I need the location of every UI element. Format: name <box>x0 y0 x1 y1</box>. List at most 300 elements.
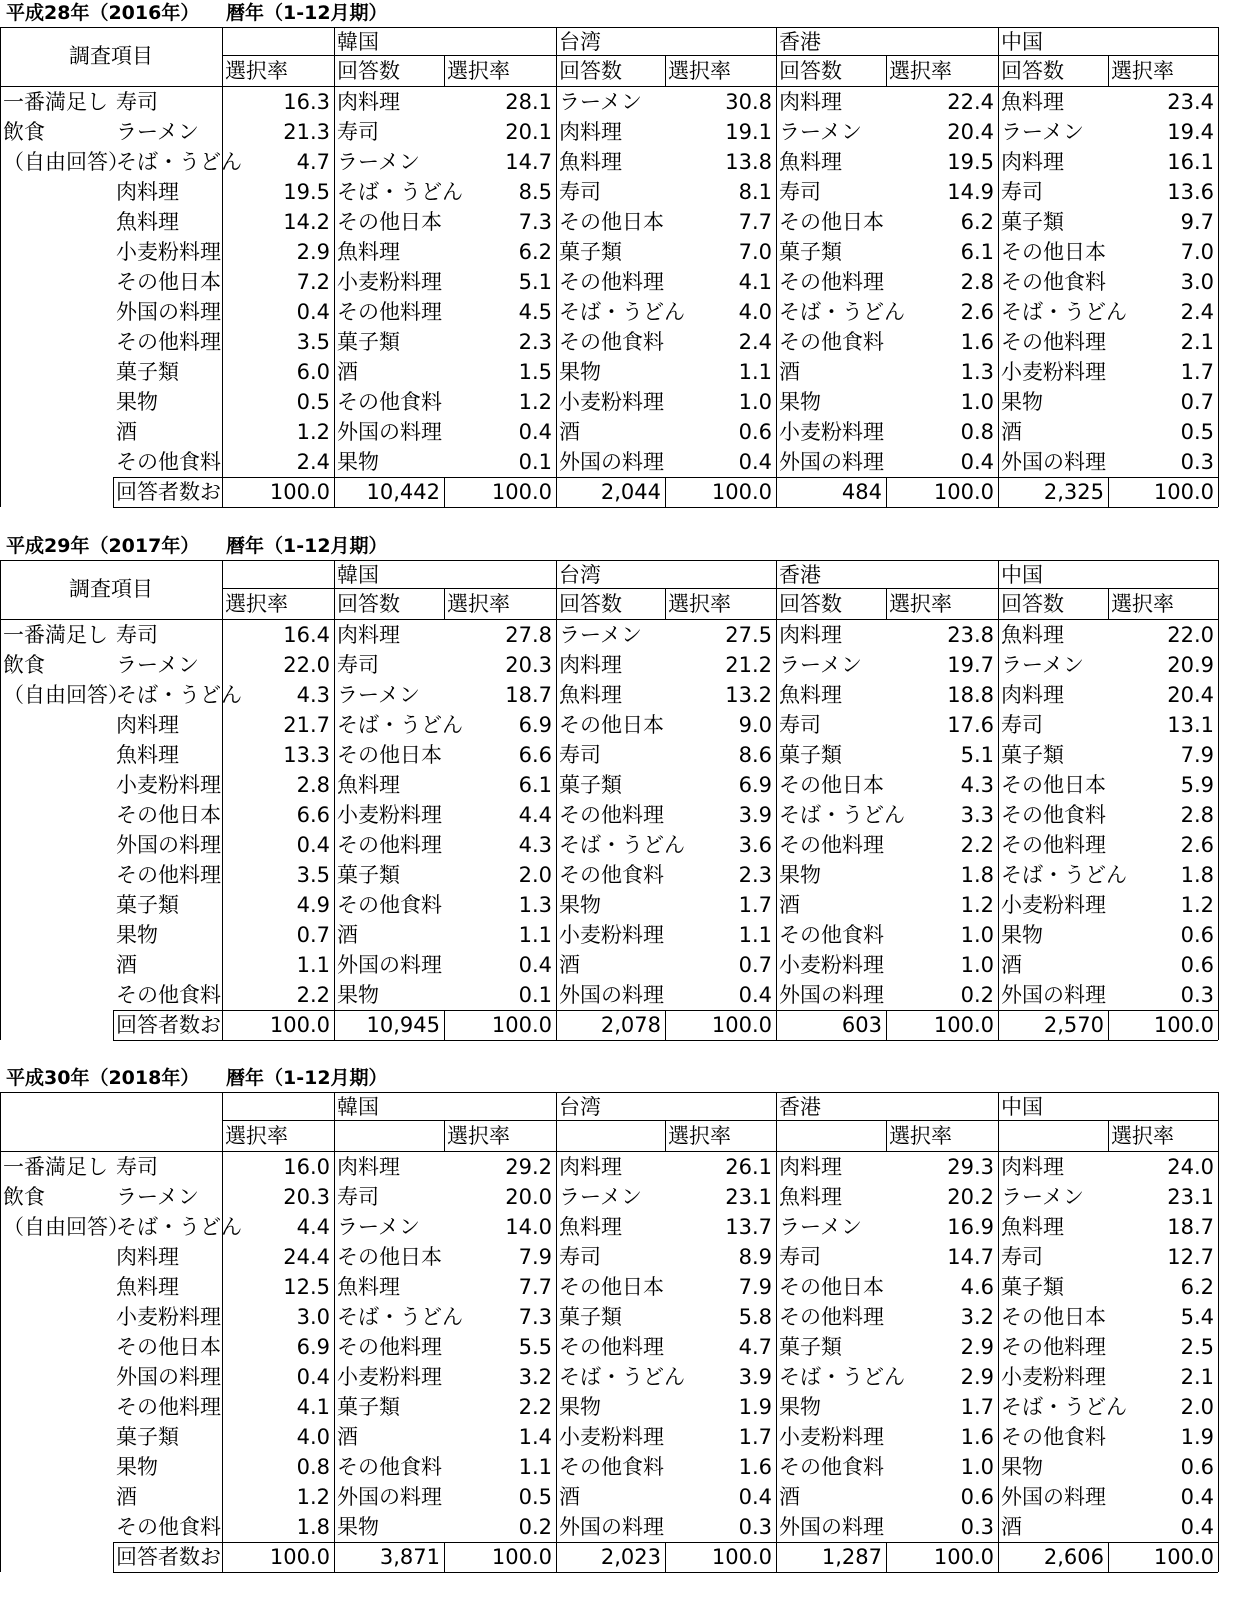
country-header: 香港 <box>779 563 821 587</box>
column-subheader: 回答数 <box>1001 592 1064 616</box>
food-item-cell: 酒 <box>337 923 358 947</box>
value-cell: 8.5 <box>518 180 552 204</box>
total-value: 100.0 <box>933 1545 994 1569</box>
grid-line <box>334 27 335 507</box>
food-item-cell: 外国の料理 <box>1001 1485 1106 1509</box>
food-item-cell: その他日本 <box>116 270 221 294</box>
value-cell: 22.0 <box>283 653 330 677</box>
grid-line <box>222 1092 223 1572</box>
food-item-cell: そば・うどん <box>337 713 463 737</box>
value-cell: 5.8 <box>738 1305 772 1329</box>
total-value: 100.0 <box>711 480 772 504</box>
total-value: 2,606 <box>1043 1545 1104 1569</box>
value-cell: 28.1 <box>505 90 552 114</box>
food-item-cell: 寿司 <box>116 90 158 114</box>
grid-line <box>0 1092 1 1572</box>
food-item-cell: 酒 <box>116 953 137 977</box>
food-item-cell: 寿司 <box>1001 180 1043 204</box>
grid-line <box>0 619 1218 620</box>
value-cell: 26.1 <box>725 1155 772 1179</box>
food-item-cell: 外国の料理 <box>1001 983 1106 1007</box>
row-group-label: 飲食 <box>3 1185 45 1209</box>
value-cell: 1.2 <box>296 1485 330 1509</box>
food-item-cell: そば・うどん <box>116 150 242 174</box>
food-item-cell: その他料理 <box>779 270 884 294</box>
table-section <box>0 1065 1250 1585</box>
grid-line <box>556 560 557 1040</box>
grid-line <box>334 1542 335 1572</box>
food-item-cell: 小麦粉料理 <box>559 923 664 947</box>
total-value: 100.0 <box>269 480 330 504</box>
grid-line <box>886 1010 887 1040</box>
value-cell: 9.0 <box>738 713 772 737</box>
value-cell: 14.7 <box>947 1245 994 1269</box>
value-cell: 0.6 <box>1180 923 1214 947</box>
value-cell: 1.8 <box>1180 863 1214 887</box>
value-cell: 1.9 <box>738 1395 772 1419</box>
table-section <box>0 533 1250 1053</box>
food-item-cell: 魚料理 <box>559 150 622 174</box>
food-item-cell: その他料理 <box>337 1335 442 1359</box>
value-cell: 6.1 <box>960 240 994 264</box>
grid-line <box>334 1010 335 1040</box>
value-cell: 4.4 <box>296 1215 330 1239</box>
value-cell: 14.7 <box>505 150 552 174</box>
grid-line <box>0 27 1218 28</box>
food-item-cell: 小麦粉料理 <box>116 1305 221 1329</box>
grid-line <box>113 477 114 507</box>
value-cell: 1.7 <box>738 1425 772 1449</box>
value-cell: 0.4 <box>1180 1515 1214 1539</box>
food-item-cell: そば・うどん <box>559 300 685 324</box>
food-item-cell: そば・うどん <box>779 803 905 827</box>
grid-line <box>1218 1092 1219 1572</box>
food-item-cell: 魚料理 <box>116 1275 179 1299</box>
total-label: 回答者数お <box>116 480 221 504</box>
table-section <box>0 0 1250 520</box>
food-item-cell: 肉料理 <box>116 180 179 204</box>
value-cell: 4.4 <box>518 803 552 827</box>
value-cell: 0.8 <box>296 1455 330 1479</box>
value-cell: 2.2 <box>296 983 330 1007</box>
value-cell: 2.8 <box>1180 803 1214 827</box>
food-item-cell: ラーメン <box>116 120 199 144</box>
value-cell: 4.5 <box>518 300 552 324</box>
food-item-cell: 小麦粉料理 <box>116 773 221 797</box>
value-cell: 7.7 <box>738 210 772 234</box>
value-cell: 23.8 <box>947 623 994 647</box>
grid-line <box>1108 1120 1109 1152</box>
food-item-cell: その他日本 <box>337 743 442 767</box>
total-value: 3,871 <box>379 1545 440 1569</box>
food-item-cell: 肉料理 <box>779 1155 842 1179</box>
value-cell: 0.7 <box>738 953 772 977</box>
value-cell: 13.8 <box>725 150 772 174</box>
food-item-cell: その他食料 <box>779 330 884 354</box>
food-item-cell: そば・うどん <box>779 1365 905 1389</box>
food-item-cell: 外国の料理 <box>559 450 664 474</box>
column-subheader: 選択率 <box>1111 592 1174 616</box>
value-cell: 5.4 <box>1180 1305 1214 1329</box>
column-subheader: 選択率 <box>668 592 731 616</box>
food-item-cell: 酒 <box>559 1485 580 1509</box>
total-value: 100.0 <box>269 1013 330 1037</box>
grid-line <box>1108 477 1109 507</box>
year-title: 平成30年（2018年） <box>6 1067 200 1089</box>
grid-line <box>776 1010 777 1040</box>
value-cell: 0.2 <box>518 1515 552 1539</box>
grid-line <box>1218 27 1219 507</box>
column-subheader: 選択率 <box>447 1124 510 1148</box>
value-cell: 14.9 <box>947 180 994 204</box>
food-item-cell: その他料理 <box>116 330 221 354</box>
food-item-cell: その他料理 <box>559 270 664 294</box>
row-group-label: 飲食 <box>3 653 45 677</box>
food-item-cell: 小麦粉料理 <box>1001 893 1106 917</box>
value-cell: 8.9 <box>738 1245 772 1269</box>
value-cell: 13.6 <box>1167 180 1214 204</box>
value-cell: 14.0 <box>505 1215 552 1239</box>
total-value: 2,570 <box>1043 1013 1104 1037</box>
food-item-cell: 菓子類 <box>337 1395 400 1419</box>
total-value: 100.0 <box>933 480 994 504</box>
column-subheader <box>334 1121 444 1151</box>
value-cell: 0.3 <box>1180 450 1214 474</box>
food-item-cell: その他料理 <box>1001 1335 1106 1359</box>
value-cell: 12.7 <box>1167 1245 1214 1269</box>
value-cell: 16.9 <box>947 1215 994 1239</box>
value-cell: 1.1 <box>518 1455 552 1479</box>
value-cell: 24.0 <box>1167 1155 1214 1179</box>
column-subheader: 選択率 <box>668 59 731 83</box>
value-cell: 3.0 <box>296 1305 330 1329</box>
food-item-cell: ラーメン <box>337 1215 420 1239</box>
value-cell: 1.2 <box>1180 893 1214 917</box>
food-item-cell: その他日本 <box>1001 1305 1106 1329</box>
food-item-cell: その他料理 <box>559 1335 664 1359</box>
value-cell: 1.0 <box>738 390 772 414</box>
food-item-cell: ラーメン <box>779 120 862 144</box>
value-cell: 3.2 <box>518 1365 552 1389</box>
value-cell: 1.6 <box>738 1455 772 1479</box>
food-item-cell: 肉料理 <box>559 653 622 677</box>
value-cell: 1.6 <box>960 330 994 354</box>
food-item-cell: 小麦粉料理 <box>337 1365 442 1389</box>
food-item-cell: その他食料 <box>337 390 442 414</box>
grid-line <box>998 1092 999 1572</box>
value-cell: 1.1 <box>518 923 552 947</box>
value-cell: 2.8 <box>960 270 994 294</box>
value-cell: 0.1 <box>518 983 552 1007</box>
grid-line <box>113 1040 1218 1041</box>
value-cell: 1.8 <box>960 863 994 887</box>
grid-line <box>665 55 666 87</box>
value-cell: 5.9 <box>1180 773 1214 797</box>
food-item-cell: 外国の料理 <box>1001 450 1106 474</box>
food-item-cell: 菓子類 <box>1001 743 1064 767</box>
grid-line <box>0 1092 1218 1093</box>
grid-line <box>556 1092 557 1572</box>
value-cell: 0.1 <box>518 450 552 474</box>
food-item-cell: その他日本 <box>337 210 442 234</box>
food-item-cell: その他料理 <box>779 1305 884 1329</box>
food-item-cell: その他料理 <box>337 300 442 324</box>
value-cell: 2.4 <box>738 330 772 354</box>
value-cell: 2.3 <box>738 863 772 887</box>
value-cell: 0.4 <box>1180 1485 1214 1509</box>
value-cell: 5.5 <box>518 1335 552 1359</box>
value-cell: 7.2 <box>296 270 330 294</box>
food-item-cell: ラーメン <box>559 90 642 114</box>
column-subheader: 回答数 <box>779 592 842 616</box>
food-item-cell: 魚料理 <box>559 683 622 707</box>
grid-line <box>222 55 1218 56</box>
value-cell: 7.3 <box>518 210 552 234</box>
value-cell: 0.6 <box>960 1485 994 1509</box>
country-header: 中国 <box>1001 563 1043 587</box>
value-cell: 23.1 <box>725 1185 772 1209</box>
food-item-cell: その他食料 <box>559 330 664 354</box>
column-subheader: 選択率 <box>668 1124 731 1148</box>
grid-line <box>444 1542 445 1572</box>
grid-line <box>776 1092 777 1572</box>
value-cell: 4.3 <box>296 683 330 707</box>
value-cell: 22.0 <box>1167 623 1214 647</box>
food-item-cell: 果物 <box>337 1515 379 1539</box>
food-item-cell: 外国の料理 <box>337 420 442 444</box>
value-cell: 1.7 <box>1180 360 1214 384</box>
grid-line <box>113 1572 1218 1573</box>
grid-line <box>665 1542 666 1572</box>
food-item-cell: 肉料理 <box>559 120 622 144</box>
food-item-cell: 菓子類 <box>779 743 842 767</box>
food-item-cell: 肉料理 <box>337 90 400 114</box>
column-subheader <box>776 1121 886 1151</box>
value-cell: 3.5 <box>296 863 330 887</box>
column-subheader: 選択率 <box>889 592 952 616</box>
value-cell: 20.4 <box>1167 683 1214 707</box>
grid-line <box>222 560 223 1040</box>
value-cell: 1.6 <box>960 1425 994 1449</box>
total-value: 1,287 <box>821 1545 882 1569</box>
grid-line <box>776 1542 777 1572</box>
food-item-cell: ラーメン <box>559 1185 642 1209</box>
country-header: 台湾 <box>559 1095 601 1119</box>
food-item-cell: その他食料 <box>1001 1425 1106 1449</box>
food-item-cell: 果物 <box>559 1395 601 1419</box>
food-item-cell: 外国の料理 <box>116 300 221 324</box>
value-cell: 12.5 <box>283 1275 330 1299</box>
food-item-cell: 外国の料理 <box>116 833 221 857</box>
grid-line <box>998 1542 999 1572</box>
value-cell: 13.3 <box>283 743 330 767</box>
grid-line <box>444 1010 445 1040</box>
row-group-label: 一番満足し <box>3 90 108 114</box>
food-item-cell: 菓子類 <box>337 863 400 887</box>
value-cell: 1.2 <box>518 390 552 414</box>
column-subheader: 回答数 <box>337 592 400 616</box>
value-cell: 3.0 <box>1180 270 1214 294</box>
food-item-cell: 果物 <box>779 1395 821 1419</box>
value-cell: 1.4 <box>518 1425 552 1449</box>
year-title: 平成28年（2016年） <box>6 2 200 24</box>
food-item-cell: 酒 <box>337 360 358 384</box>
value-cell: 4.6 <box>960 1275 994 1299</box>
food-item-cell: その他日本 <box>559 713 664 737</box>
column-subheader: 選択率 <box>225 592 288 616</box>
column-subheader: 選択率 <box>225 1124 288 1148</box>
value-cell: 0.5 <box>296 390 330 414</box>
food-item-cell: 菓子類 <box>779 1335 842 1359</box>
food-item-cell: 魚料理 <box>116 210 179 234</box>
food-item-cell: その他料理 <box>116 1395 221 1419</box>
food-item-cell: 外国の料理 <box>337 953 442 977</box>
value-cell: 4.1 <box>738 270 772 294</box>
value-cell: 4.7 <box>738 1335 772 1359</box>
grid-line <box>776 560 777 1040</box>
value-cell: 3.9 <box>738 1365 772 1389</box>
total-value: 100.0 <box>1153 1013 1214 1037</box>
value-cell: 29.2 <box>505 1155 552 1179</box>
food-item-cell: 菓子類 <box>337 330 400 354</box>
food-item-cell: 肉料理 <box>337 623 400 647</box>
food-item-cell: その他料理 <box>1001 833 1106 857</box>
grid-line <box>444 477 445 507</box>
food-item-cell: そば・うどん <box>1001 863 1127 887</box>
food-item-cell: その他食料 <box>337 1455 442 1479</box>
food-item-cell: その他食料 <box>1001 270 1106 294</box>
column-subheader <box>556 1121 665 1151</box>
value-cell: 13.1 <box>1167 713 1214 737</box>
food-item-cell: 小麦粉料理 <box>116 240 221 264</box>
food-item-cell: 肉料理 <box>559 1155 622 1179</box>
total-value: 100.0 <box>933 1013 994 1037</box>
value-cell: 20.4 <box>947 120 994 144</box>
value-cell: 14.2 <box>283 210 330 234</box>
value-cell: 0.5 <box>1180 420 1214 444</box>
column-subheader: 選択率 <box>1111 59 1174 83</box>
food-item-cell: そば・うどん <box>779 300 905 324</box>
food-item-cell: 菓子類 <box>1001 1275 1064 1299</box>
value-cell: 0.4 <box>518 420 552 444</box>
total-value: 100.0 <box>491 1545 552 1569</box>
value-cell: 1.0 <box>960 923 994 947</box>
country-header: 韓国 <box>337 1095 379 1119</box>
value-cell: 1.2 <box>960 893 994 917</box>
food-item-cell: その他日本 <box>779 1275 884 1299</box>
food-item-cell: 酒 <box>779 1485 800 1509</box>
grid-line <box>1218 560 1219 1040</box>
value-cell: 19.5 <box>283 180 330 204</box>
column-subheader: 選択率 <box>889 1124 952 1148</box>
value-cell: 2.2 <box>518 1395 552 1419</box>
food-item-cell: 菓子類 <box>1001 210 1064 234</box>
food-item-cell: 寿司 <box>116 623 158 647</box>
food-item-cell: 寿司 <box>779 180 821 204</box>
food-item-cell: 酒 <box>116 1485 137 1509</box>
food-item-cell: 酒 <box>559 420 580 444</box>
grid-line <box>0 27 1 507</box>
value-cell: 3.3 <box>960 803 994 827</box>
food-item-cell: ラーメン <box>116 653 199 677</box>
total-value: 100.0 <box>711 1013 772 1037</box>
food-item-cell: 果物 <box>337 983 379 1007</box>
country-header: 韓国 <box>337 30 379 54</box>
food-item-cell: 外国の料理 <box>559 983 664 1007</box>
food-item-cell: ラーメン <box>337 683 420 707</box>
food-item-cell: そば・うどん <box>337 1305 463 1329</box>
value-cell: 13.7 <box>725 1215 772 1239</box>
value-cell: 21.3 <box>283 120 330 144</box>
food-item-cell: 外国の料理 <box>337 1485 442 1509</box>
column-subheader: 選択率 <box>1111 1124 1174 1148</box>
food-item-cell: 寿司 <box>337 120 379 144</box>
value-cell: 19.7 <box>947 653 994 677</box>
value-cell: 2.6 <box>960 300 994 324</box>
value-cell: 2.9 <box>296 240 330 264</box>
grid-line <box>444 588 445 620</box>
value-cell: 1.3 <box>960 360 994 384</box>
value-cell: 23.4 <box>1167 90 1214 114</box>
value-cell: 0.4 <box>518 953 552 977</box>
value-cell: 6.2 <box>518 240 552 264</box>
value-cell: 4.1 <box>296 1395 330 1419</box>
grid-line <box>1108 1542 1109 1572</box>
value-cell: 2.1 <box>1180 1365 1214 1389</box>
value-cell: 2.3 <box>518 330 552 354</box>
value-cell: 4.0 <box>296 1425 330 1449</box>
value-cell: 1.0 <box>960 953 994 977</box>
value-cell: 1.0 <box>960 390 994 414</box>
grid-line <box>0 560 1218 561</box>
value-cell: 6.6 <box>296 803 330 827</box>
value-cell: 5.1 <box>960 743 994 767</box>
value-cell: 0.7 <box>1180 390 1214 414</box>
total-value: 2,023 <box>600 1545 661 1569</box>
value-cell: 4.0 <box>738 300 772 324</box>
column-subheader: 回答数 <box>559 59 622 83</box>
value-cell: 5.1 <box>518 270 552 294</box>
value-cell: 1.2 <box>296 420 330 444</box>
value-cell: 1.3 <box>518 893 552 917</box>
food-item-cell: ラーメン <box>337 150 420 174</box>
value-cell: 7.9 <box>1180 743 1214 767</box>
value-cell: 16.1 <box>1167 150 1214 174</box>
food-item-cell: 寿司 <box>559 1245 601 1269</box>
value-cell: 1.7 <box>960 1395 994 1419</box>
column-subheader: 回答数 <box>559 592 622 616</box>
food-item-cell: 魚料理 <box>1001 1215 1064 1239</box>
value-cell: 2.8 <box>296 773 330 797</box>
food-item-cell: 小麦粉料理 <box>337 270 442 294</box>
survey-item-header: 調査項目 <box>69 577 153 601</box>
grid-line <box>113 1010 114 1040</box>
food-item-cell: 酒 <box>779 360 800 384</box>
value-cell: 16.3 <box>283 90 330 114</box>
total-value: 2,078 <box>600 1013 661 1037</box>
food-item-cell: その他日本 <box>1001 240 1106 264</box>
food-item-cell: 肉料理 <box>116 713 179 737</box>
value-cell: 20.0 <box>505 1185 552 1209</box>
value-cell: 4.3 <box>518 833 552 857</box>
grid-line <box>998 27 999 507</box>
value-cell: 24.4 <box>283 1245 330 1269</box>
food-item-cell: その他食料 <box>116 450 221 474</box>
food-item-cell: 小麦粉料理 <box>1001 360 1106 384</box>
value-cell: 7.0 <box>738 240 772 264</box>
food-item-cell: 菓子類 <box>559 240 622 264</box>
value-cell: 1.8 <box>296 1515 330 1539</box>
